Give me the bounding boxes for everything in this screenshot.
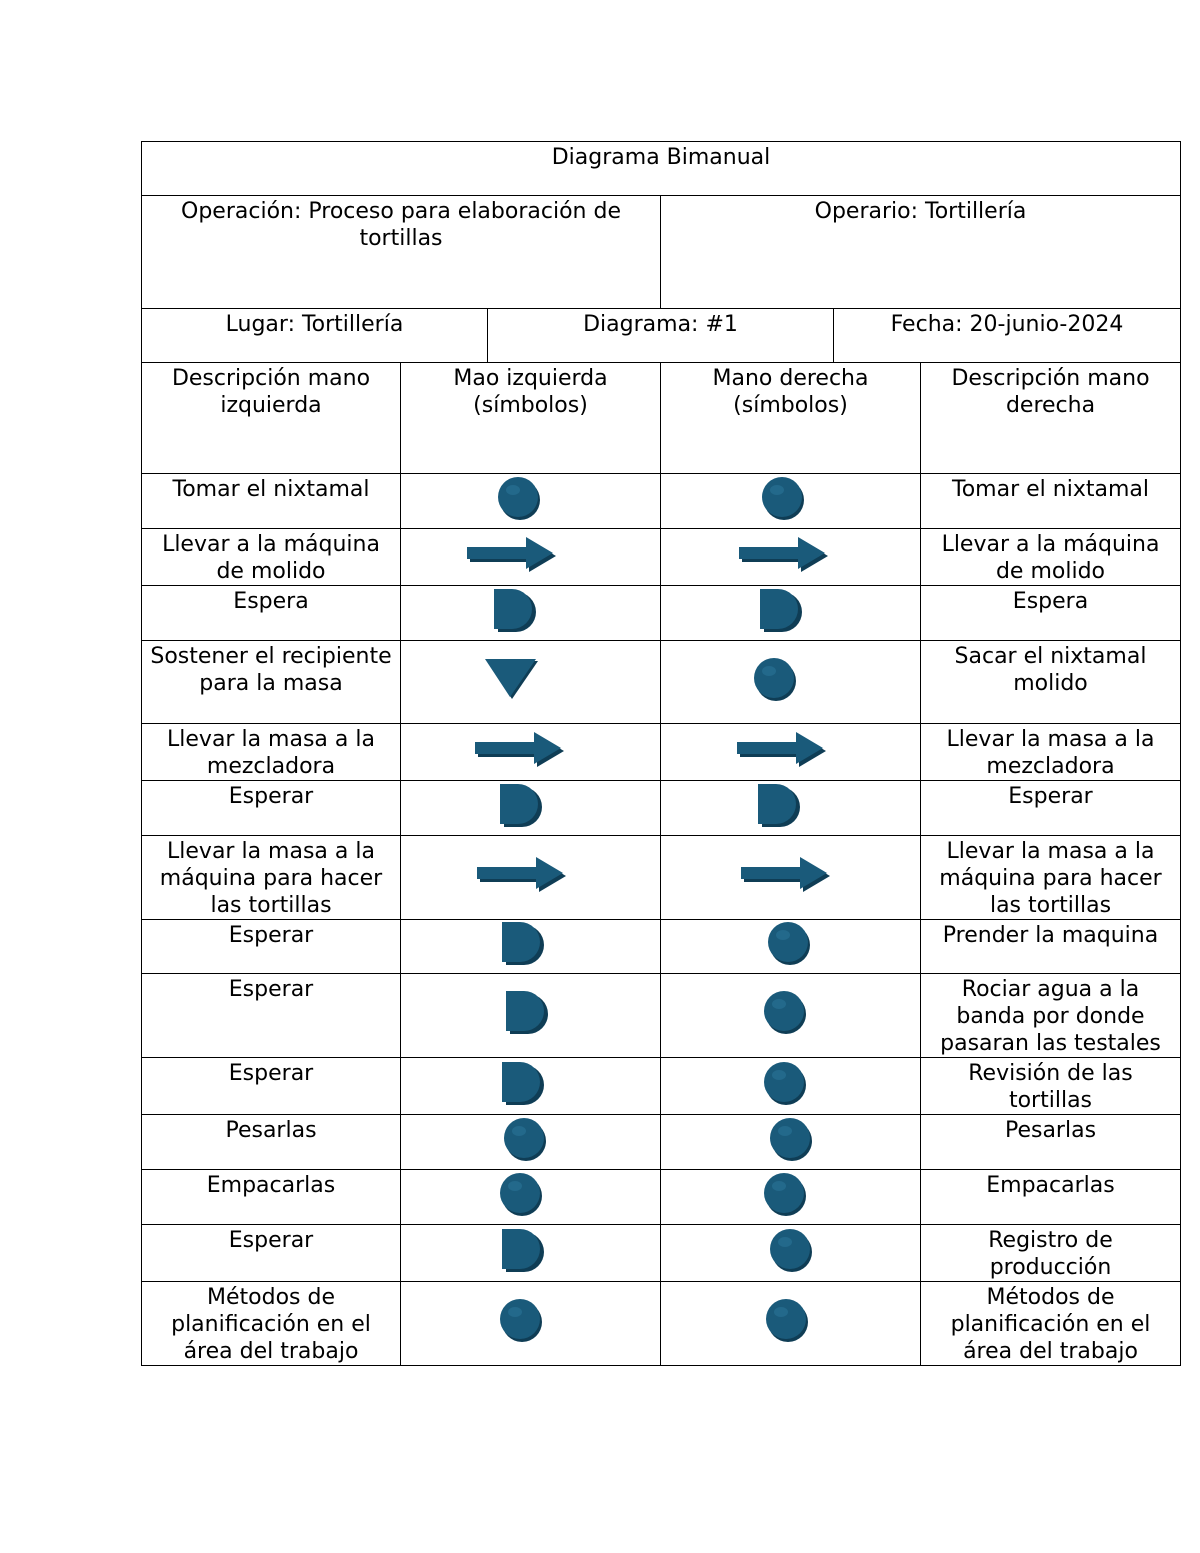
- left-hand-description: Tomar el nixtamal: [142, 474, 401, 529]
- transport-arrow-icon: [475, 855, 567, 893]
- right-hand-description: Sacar el nixtamal molido: [921, 641, 1181, 724]
- left-hand-symbol-cell: [401, 781, 661, 836]
- bimanual-table: [141, 141, 1181, 1366]
- operation-circle-icon: [763, 1171, 807, 1217]
- table-row: [142, 1170, 1181, 1225]
- right-hand-description: Tomar el nixtamal: [921, 474, 1181, 529]
- transport-arrow-icon: [739, 855, 831, 893]
- transport-arrow-icon: [473, 730, 565, 768]
- delay-d-icon: [500, 1227, 546, 1273]
- delay-d-icon: [758, 587, 804, 633]
- left-hand-symbol-cell: [401, 920, 661, 974]
- left-hand-description: Empacarlas: [142, 1170, 401, 1225]
- left-hand-description: Esperar: [142, 781, 401, 836]
- left-hand-description: Esperar: [142, 920, 401, 974]
- left-hand-description: Esperar: [142, 1225, 401, 1282]
- table-row: [142, 781, 1181, 836]
- right-hand-description: Espera: [921, 586, 1181, 641]
- column-header-left-description: Descripción mano izquierda: [142, 363, 401, 474]
- delay-d-icon: [492, 587, 538, 633]
- table-row: [142, 1115, 1181, 1170]
- table-row: [142, 1282, 1181, 1366]
- left-hand-description: Llevar la masa a la mezcladora: [142, 724, 401, 781]
- storage-triangle-icon: [483, 657, 539, 701]
- left-hand-symbol-cell: [401, 529, 661, 586]
- right-hand-symbol-cell: [661, 724, 921, 781]
- right-hand-description: Empacarlas: [921, 1170, 1181, 1225]
- left-hand-symbol-cell: [401, 1282, 661, 1366]
- right-hand-symbol-cell: [661, 1282, 921, 1366]
- right-hand-symbol-cell: [661, 1225, 921, 1282]
- left-hand-description: Métodos de planificación en el área del trabajo: [142, 1282, 401, 1366]
- left-hand-symbol-cell: [401, 836, 661, 920]
- left-hand-symbol-cell: [401, 1115, 661, 1170]
- left-hand-symbol-cell: [401, 586, 661, 641]
- column-header-right-symbols: Mano derecha (símbolos): [661, 363, 921, 474]
- document-title: Diagrama Bimanual: [142, 142, 1181, 196]
- left-hand-symbol-cell: [401, 641, 661, 724]
- operation-circle-icon: [769, 1116, 813, 1162]
- table-row: [142, 586, 1181, 641]
- table-row: [142, 836, 1181, 920]
- right-hand-symbol-cell: [661, 641, 921, 724]
- left-hand-description: Esperar: [142, 1058, 401, 1115]
- diagram-number-field: Diagrama: #1: [488, 309, 834, 363]
- place-field: Lugar: Tortillería: [142, 309, 488, 363]
- right-hand-description: Revisión de las tortillas: [921, 1058, 1181, 1115]
- operation-circle-icon: [761, 475, 805, 521]
- delay-d-icon: [500, 1060, 546, 1106]
- right-hand-symbol-cell: [661, 474, 921, 529]
- right-hand-description: Pesarlas: [921, 1115, 1181, 1170]
- left-hand-description: Pesarlas: [142, 1115, 401, 1170]
- operation-circle-icon: [499, 1171, 543, 1217]
- right-hand-description: Rociar agua a la banda por donde pasaran las testales: [921, 974, 1181, 1058]
- delay-d-icon: [500, 920, 546, 966]
- date-field: Fecha: 20-junio-2024: [834, 309, 1181, 363]
- bimanual-diagram-document: [141, 141, 1180, 1366]
- right-hand-description: Prender la maquina: [921, 920, 1181, 974]
- transport-arrow-icon: [735, 730, 827, 768]
- table-row: [142, 724, 1181, 781]
- operation-field: Operación: Proceso para elaboración de tortillas: [142, 196, 661, 309]
- transport-arrow-icon: [465, 535, 557, 573]
- table-row: [142, 641, 1181, 724]
- operation-circle-icon: [769, 1227, 813, 1273]
- right-hand-description: Llevar la masa a la mezcladora: [921, 724, 1181, 781]
- right-hand-symbol-cell: [661, 1115, 921, 1170]
- left-hand-symbol-cell: [401, 474, 661, 529]
- operation-circle-icon: [763, 989, 807, 1035]
- table-row: [142, 974, 1181, 1058]
- left-hand-description: Espera: [142, 586, 401, 641]
- table-row: [142, 920, 1181, 974]
- left-hand-symbol-cell: [401, 1058, 661, 1115]
- right-hand-symbol-cell: [661, 529, 921, 586]
- table-row: [142, 1058, 1181, 1115]
- right-hand-symbol-cell: [661, 920, 921, 974]
- table-row: [142, 1225, 1181, 1282]
- right-hand-symbol-cell: [661, 1058, 921, 1115]
- right-hand-symbol-cell: [661, 974, 921, 1058]
- transport-arrow-icon: [737, 535, 829, 573]
- left-hand-symbol-cell: [401, 1225, 661, 1282]
- operation-circle-icon: [753, 656, 797, 702]
- left-hand-symbol-cell: [401, 974, 661, 1058]
- table-row: [142, 529, 1181, 586]
- right-hand-description: Esperar: [921, 781, 1181, 836]
- left-hand-description: Sostener el recipiente para la masa: [142, 641, 401, 724]
- delay-d-icon: [756, 782, 802, 828]
- right-hand-symbol-cell: [661, 781, 921, 836]
- operation-circle-icon: [767, 920, 811, 966]
- left-hand-description: Esperar: [142, 974, 401, 1058]
- right-hand-description: Llevar a la máquina de molido: [921, 529, 1181, 586]
- delay-d-icon: [498, 782, 544, 828]
- right-hand-description: Registro de producción: [921, 1225, 1181, 1282]
- operator-field: Operario: Tortillería: [661, 196, 1181, 309]
- column-header-right-description: Descripción mano derecha: [921, 363, 1181, 474]
- operation-circle-icon: [763, 1060, 807, 1106]
- right-hand-symbol-cell: [661, 1170, 921, 1225]
- left-hand-symbol-cell: [401, 1170, 661, 1225]
- right-hand-symbol-cell: [661, 586, 921, 641]
- operation-circle-icon: [497, 475, 541, 521]
- right-hand-description: Métodos de planificación en el área del trabajo: [921, 1282, 1181, 1366]
- table-row: [142, 474, 1181, 529]
- operation-circle-icon: [499, 1297, 543, 1343]
- column-header-left-symbols: Mao izquierda (símbolos): [401, 363, 661, 474]
- left-hand-description: Llevar a la máquina de molido: [142, 529, 401, 586]
- operation-circle-icon: [765, 1297, 809, 1343]
- delay-d-icon: [504, 989, 550, 1035]
- left-hand-description: Llevar la masa a la máquina para hacer las tortillas: [142, 836, 401, 920]
- left-hand-symbol-cell: [401, 724, 661, 781]
- operation-circle-icon: [503, 1116, 547, 1162]
- right-hand-symbol-cell: [661, 836, 921, 920]
- right-hand-description: Llevar la masa a la máquina para hacer las tortillas: [921, 836, 1181, 920]
